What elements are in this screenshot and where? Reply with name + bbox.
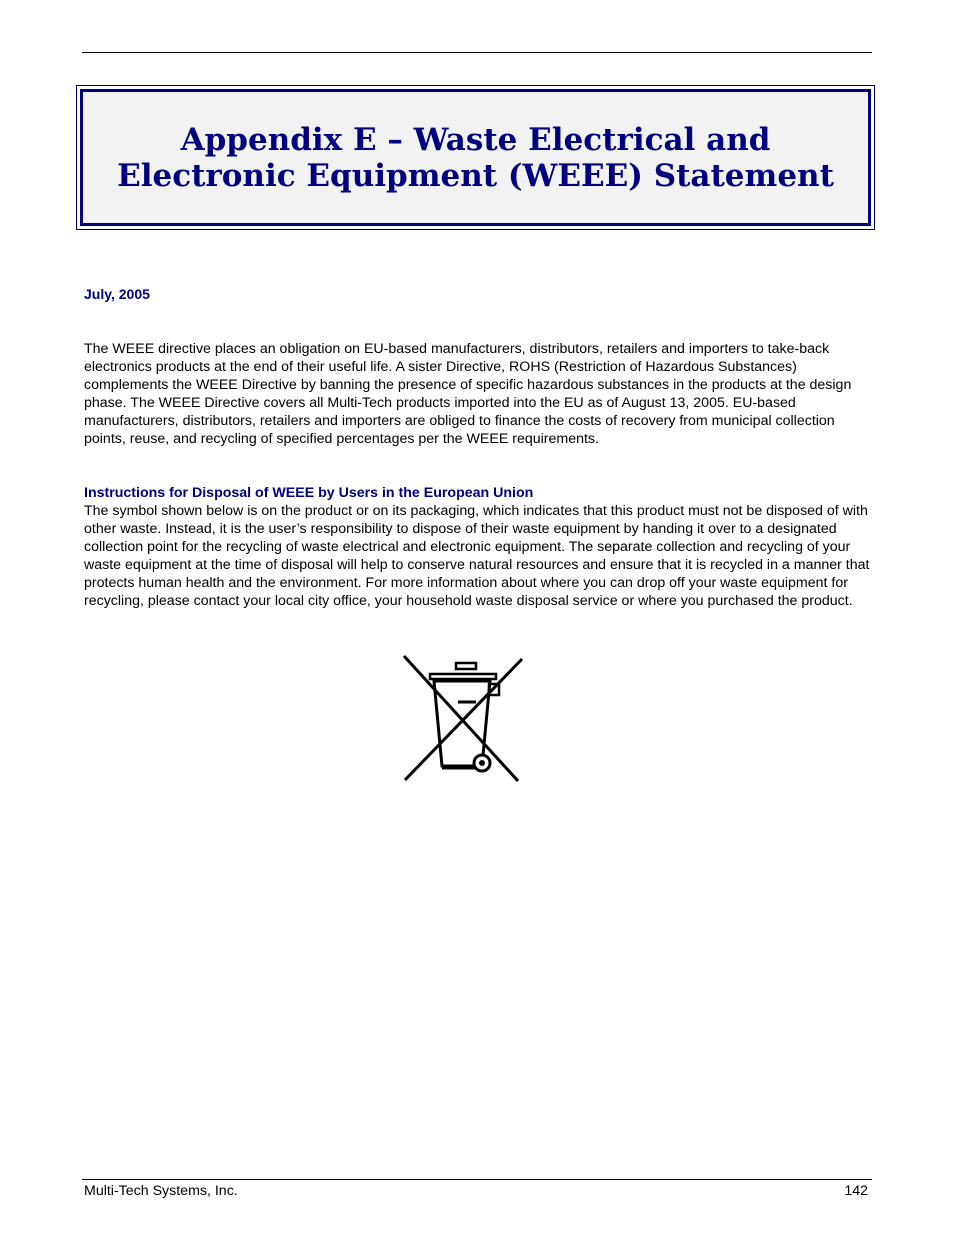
header-rule: [82, 52, 872, 53]
instructions-paragraph: The symbol shown below is on the product or on its packaging, which indicates that this product must not be disposed of with other waste. Instead, it is the user’s responsibility to dispose of their waste equipment by handing it over to a designated collection point for the recycling of waste electrical and electronic equipment. The separate collection and recycling of your waste equipment at the time of disposal will help to conserve natural resources and ensure that it is recycled in a manner that protects human health and the environment. For more information about where you can drop off your waste equipment for recycling, please contact your local city office, your household waste disposal service or where you purchased the product.: [84, 503, 870, 609]
instructions-heading: Instructions for Disposal of WEEE by Users in the European Union: [84, 485, 534, 501]
document-date: July, 2005: [84, 286, 150, 302]
title-box-inner: [80, 89, 871, 226]
footer-company: Multi-Tech Systems, Inc.: [84, 1183, 238, 1199]
footer-page-number: 142: [844, 1183, 868, 1199]
page-title: Appendix E – Waste Electrical and Electronic Equipment (WEEE) Statement: [117, 121, 834, 194]
intro-paragraph: The WEEE directive places an obligation on EU-based manufacturers, distributors, retailers and importers to take-back electronics products at the end of their useful life. A sister Directive, ROHS (Restriction of Hazardous Substances) complements the WEEE Directive by banning the presence of specific hazardous substances in the products at the design phase. The WEEE Directive covers all Multi-Tech products imported into the EU as of August 13, 2005. EU-based manufacturers, distributors, retailers and importers are obliged to finance the costs of recovery from municipal collection points, reuse, and recycling of specified percentages per the WEEE requirements.: [84, 341, 852, 447]
footer-rule: [82, 1179, 872, 1180]
title-box: [76, 85, 875, 230]
crossed-out-wheelie-bin-icon: [400, 654, 526, 784]
